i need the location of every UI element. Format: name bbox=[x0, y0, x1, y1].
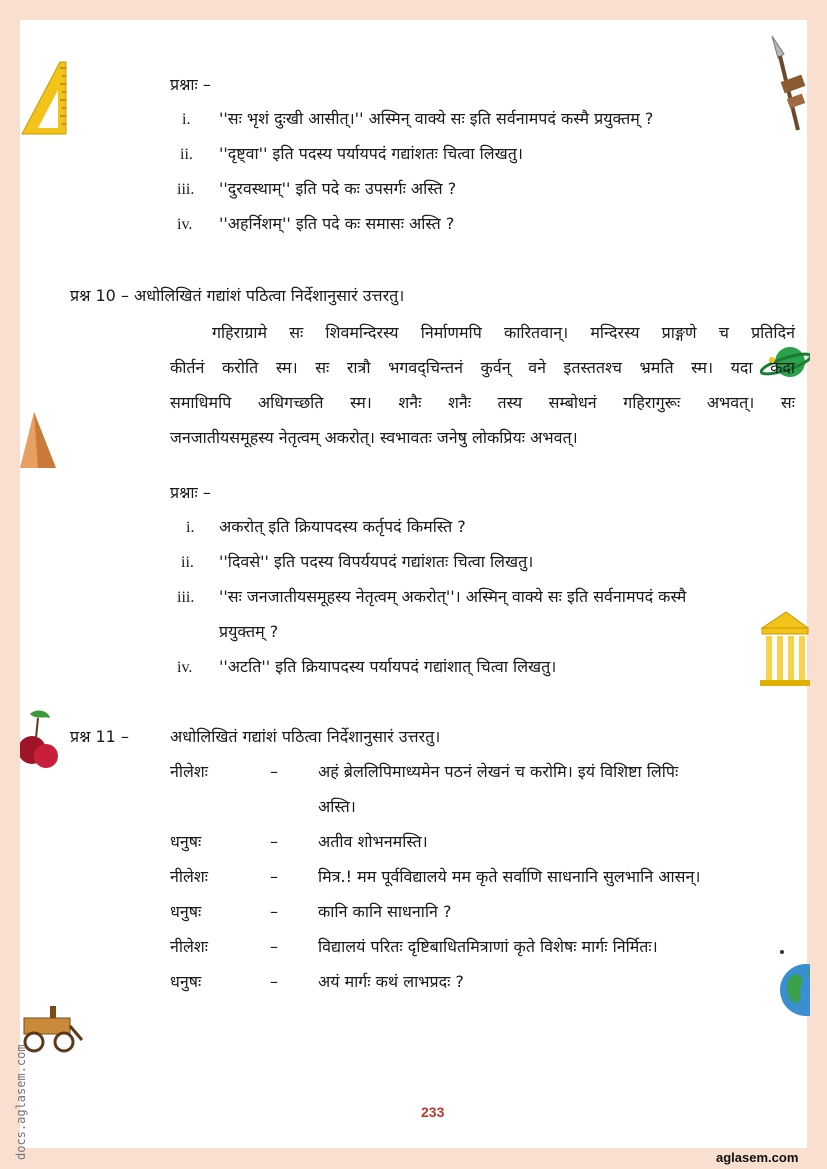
word: भ्रमति bbox=[639, 358, 674, 377]
q10-passage-line-1 bbox=[170, 321, 795, 343]
dialogue-line: अहं ब्रेललिपिमाध्यमेन पठनं लेखनं च करोमि। इयं विशिष्टा लिपिः bbox=[318, 762, 679, 781]
dialogue-line: कानि कानि साधनानि ? bbox=[318, 902, 452, 921]
site-link[interactable]: aglasem.com bbox=[716, 1150, 799, 1165]
dialogue-dash: – bbox=[270, 832, 278, 851]
word: निर्माणमपि bbox=[420, 323, 482, 342]
word: कुर्वन् bbox=[480, 358, 511, 377]
word: रात्रौ bbox=[346, 358, 371, 377]
dialogue-line: अतीव शोभनमस्ति। bbox=[318, 832, 428, 851]
q10-item-3-num: iii. bbox=[177, 589, 195, 606]
q10-item-4-text: ''अटति'' इति क्रियापदस्य पर्यायपदं गद्यांशात् चित्वा लिखतु। bbox=[219, 657, 557, 676]
word: शिवमन्दिरस्य bbox=[325, 323, 399, 342]
word: अभवत्। bbox=[706, 393, 755, 412]
word: शनैः bbox=[398, 393, 422, 412]
dialogue-dash: – bbox=[270, 867, 278, 886]
dialogue-dash: – bbox=[270, 937, 278, 956]
dialogue-speaker: नीलेशः bbox=[170, 867, 208, 886]
word: कीर्तनं bbox=[170, 358, 205, 377]
temple-icon bbox=[760, 610, 810, 686]
q10-item-1-num: i. bbox=[186, 519, 195, 536]
word: गहिरागुरूः bbox=[623, 393, 681, 412]
word: शनैः bbox=[447, 393, 471, 412]
fruit-icon bbox=[20, 708, 60, 778]
word: स्म। bbox=[691, 358, 714, 377]
q9-item-3-text: ''दुरवस्थाम्'' इति पदे कः उपसर्गः अस्ति ? bbox=[219, 179, 457, 198]
dialogue-speaker: नीलेशः bbox=[170, 937, 208, 956]
page-number: 233 bbox=[421, 1104, 445, 1120]
q9-questions-label: प्रश्नाः – bbox=[170, 75, 211, 94]
dialogue-line: मित्र.! मम पूर्वविद्यालये मम कृते सर्वाणि साधनानि सुलभानि आसन्। bbox=[318, 867, 701, 886]
dialogue-line: अयं मार्गः कथं लाभप्रदः ? bbox=[318, 972, 464, 991]
cart-icon bbox=[20, 1000, 84, 1056]
spear-icon bbox=[768, 34, 810, 134]
word: भगवद्चिन्तनं bbox=[388, 358, 463, 377]
word: वने bbox=[528, 358, 546, 377]
q9-item-4-text: ''अहर्निशम्'' इति पदे कः समासः अस्ति ? bbox=[219, 214, 455, 233]
q10-item-4-num: iv. bbox=[177, 659, 193, 676]
ruler-icon bbox=[20, 58, 68, 136]
q9-item-1-num: i. bbox=[182, 111, 191, 128]
q9-item-1-text: ''सः भृशं दुःखी आसीत्।'' अस्मिन् वाक्ये सः इति सर्वनामपदं कस्मै प्रयुक्तम् ? bbox=[219, 109, 654, 128]
q10-passage-line-2 bbox=[170, 356, 795, 378]
watermark-text: docs.aglasem.com bbox=[14, 1044, 28, 1160]
word: तस्य bbox=[497, 393, 523, 412]
q10-heading: प्रश्न 10 – अधोलिखितं गद्यांशं पठित्वा निर्देशानुसारं उत्तरतु। bbox=[70, 286, 405, 305]
word: प्राङ्गणे bbox=[661, 323, 697, 342]
word: स्म। bbox=[275, 358, 298, 377]
globe-icon bbox=[778, 940, 810, 1020]
word: मन्दिरस्य bbox=[590, 323, 640, 342]
word: सः bbox=[780, 393, 795, 412]
q9-item-3-num: iii. bbox=[177, 181, 195, 198]
q10-questions-label: प्रश्नाः – bbox=[170, 483, 211, 502]
word: गहिराग्रामे bbox=[212, 323, 268, 342]
q10-item-2-text: ''दिवसे'' इति पदस्य विपर्ययपदं गद्यांशतः चित्वा लिखतु। bbox=[219, 552, 534, 571]
word: सम्बोधनं bbox=[548, 393, 597, 412]
word: समाधिमपि bbox=[170, 393, 232, 412]
dialogue-dash: – bbox=[270, 972, 278, 991]
q10-item-2-num: ii. bbox=[181, 554, 194, 571]
word: इतस्ततश्च bbox=[563, 358, 622, 377]
q11-prefix: प्रश्न 11 – bbox=[70, 727, 129, 746]
q10-passage-line-4: जनजातीयसमूहस्य नेतृत्वम् अकरोत्। स्वभावतः जनेषु लोकप्रियः अभवत्। bbox=[170, 428, 578, 447]
dialogue-dash: – bbox=[270, 902, 278, 921]
q9-item-4-num: iv. bbox=[177, 216, 193, 233]
word: स्म। bbox=[350, 393, 372, 412]
dialogue-speaker: धनुषः bbox=[170, 832, 202, 851]
word: कारितवान्। bbox=[503, 323, 569, 342]
dialogue-speaker: धनुषः bbox=[170, 902, 202, 921]
word: प्रतिदिनं bbox=[751, 323, 795, 342]
word: सः bbox=[315, 358, 330, 377]
pyramid-icon bbox=[20, 410, 58, 470]
dialogue-dash: – bbox=[270, 762, 278, 781]
dialogue-speaker: नीलेशः bbox=[170, 762, 208, 781]
q9-item-2-text: ''दृष्ट्वा'' इति पदस्य पर्यायपदं गद्यांशतः चित्वा लिखतु। bbox=[219, 144, 523, 163]
q11-heading: अधोलिखितं गद्यांशं पठित्वा निर्देशानुसारं उत्तरतु। bbox=[170, 727, 441, 746]
word: अधिगच्छति bbox=[257, 393, 324, 412]
word: करोति bbox=[222, 358, 259, 377]
word: यदा bbox=[730, 358, 753, 377]
q10-item-3-cont: प्रयुक्तम् ? bbox=[219, 622, 279, 641]
dialogue-speaker: धनुषः bbox=[170, 972, 202, 991]
q9-item-2-num: ii. bbox=[180, 146, 193, 163]
word: सः bbox=[289, 323, 304, 342]
q10-item-3-text: ''सः जनजातीयसमूहस्य नेतृत्वम् अकरोत्''। अस्मिन् वाक्ये सः इति सर्वनामपदं कस्मै bbox=[219, 587, 687, 606]
q10-passage-line-3 bbox=[170, 391, 795, 413]
q10-item-1-text: अकरोत् इति क्रियापदस्य कर्तृपदं किमस्ति ? bbox=[219, 517, 466, 536]
word: च bbox=[718, 323, 729, 342]
dialogue-line: विद्यालयं परितः दृष्टिबाधितमित्राणां कृते विशेषः मार्गः निर्मितः। bbox=[318, 937, 658, 956]
dialogue-line-cont: अस्ति। bbox=[318, 797, 356, 816]
word: कदा bbox=[770, 358, 795, 377]
